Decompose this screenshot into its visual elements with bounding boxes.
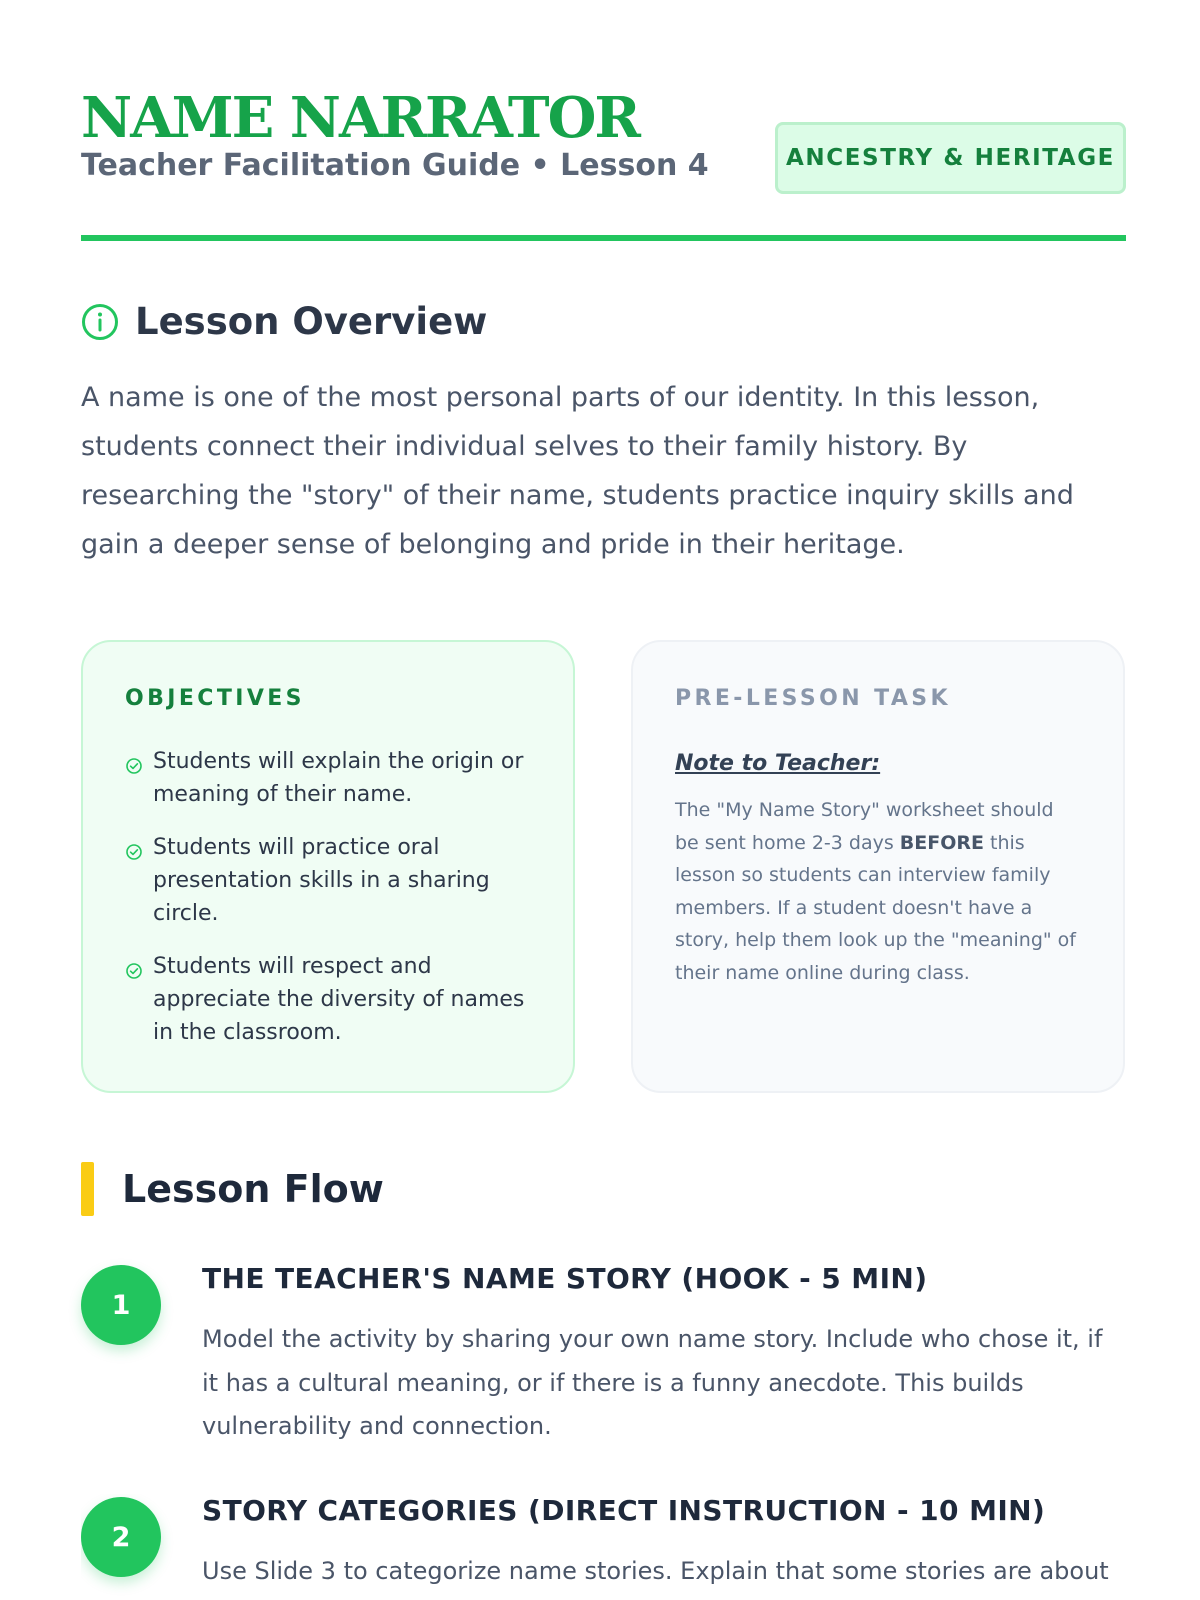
- pre-lesson-label: PRE-LESSON TASK: [675, 686, 951, 711]
- step-title: THE TEACHER'S NAME STORY (HOOK - 5 MIN): [202, 1262, 928, 1295]
- info-icon: [81, 303, 119, 341]
- check-circle-icon: [125, 962, 143, 980]
- check-circle-icon: [125, 757, 143, 775]
- header-divider: [81, 235, 1126, 241]
- flow-accent-bar: [81, 1162, 94, 1216]
- step-text: Use Slide 3 to categorize name stories. Explain that some stories are about: [202, 1557, 1109, 1585]
- note-title: Note to Teacher:: [675, 751, 881, 776]
- objective-item: [125, 745, 531, 811]
- objectives-label: OBJECTIVES: [125, 686, 305, 711]
- objective-text: Students will respect and appreciate the diversity of names in the classroom.: [153, 954, 525, 1045]
- objectives-list: [125, 745, 531, 1049]
- note-text-part: this lesson so students can interview family members. If a student doesn't have a story, help them look up the "meaning" of their name online during class.: [675, 831, 1076, 984]
- objective-text: Students will practice oral presentation skills in a sharing circle.: [153, 835, 490, 926]
- flow-step: [81, 1494, 1141, 1600]
- overview-text: A name is one of the most personal parts of our identity. In this lesson, students connect their individual selves to their family history. By researching the "story" of their name, students practice inquiry skills and gain a deeper sense of belonging and pride in their heritage.: [81, 382, 1074, 560]
- check-circle-icon: [125, 843, 143, 861]
- page-title: NAME NARRATOR: [81, 85, 639, 151]
- objective-item: [125, 831, 531, 930]
- flow-title: Lesson Flow: [122, 1167, 384, 1211]
- step-number: 1: [81, 1265, 161, 1345]
- flow-step: [81, 1262, 1141, 1442]
- step-number: 2: [81, 1497, 161, 1577]
- overview-title: Lesson Overview: [135, 300, 488, 343]
- objectives-card: [81, 640, 575, 1093]
- step-text: Model the activity by sharing your own name story. Include who chose it, if it has a cultural meaning, or if there is a funny anecdote. This builds vulnerability and connection.: [202, 1325, 1103, 1440]
- pre-lesson-card: [631, 640, 1125, 1093]
- note-text-part: The "My Name Story" worksheet should be sent home 2-3 days: [675, 799, 1054, 854]
- objective-item: [125, 950, 531, 1049]
- page-subtitle: Teacher Facilitation Guide • Lesson 4: [81, 148, 709, 183]
- objective-text: Students will explain the origin or meaning of their name.: [153, 749, 524, 807]
- note-text: [675, 794, 1081, 989]
- overview-heading: [81, 300, 487, 343]
- flow-heading: [81, 1162, 384, 1216]
- step-title: STORY CATEGORIES (DIRECT INSTRUCTION - 10 MIN): [202, 1494, 1046, 1527]
- note-emphasis: BEFORE: [899, 831, 984, 854]
- category-badge: ANCESTRY & HERITAGE: [775, 122, 1126, 194]
